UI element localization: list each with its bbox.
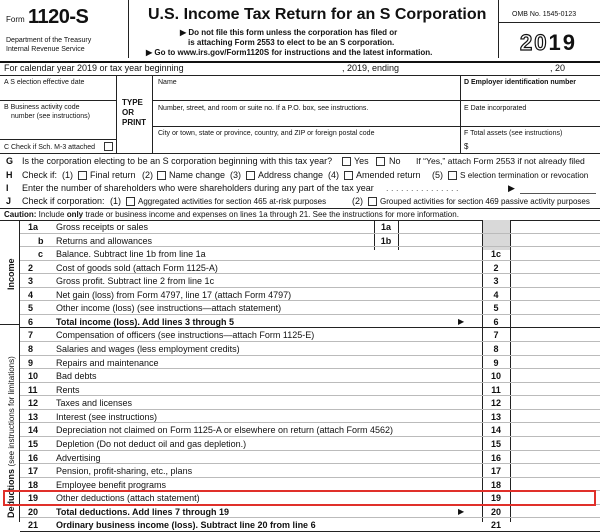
line-label: 17 [490,466,501,477]
sub-amount-field[interactable] [400,221,480,232]
amount-field[interactable] [512,384,598,395]
instruction-line3: ▶ Go to www.irs.gov/Form1120S for instructions and the latest information. [146,48,433,57]
line-description: Gross profit. Subtract line 2 from line 1c [56,276,215,287]
letter-g: G [6,156,14,166]
dollar-sign: $ [464,142,469,151]
line-number: 9 [28,357,34,368]
arrow-icon: ▶ [458,506,465,516]
line-number: 14 [28,425,39,436]
or-label: OR [122,108,134,117]
line-number: 8 [28,344,34,355]
letter-j: J [6,196,12,206]
total-assets-field[interactable] [472,140,598,151]
line-label: 7 [493,330,499,341]
line-description: Compensation of officers (see instructions—attach Form 1125-E) [56,330,315,341]
line-number: 5 [28,303,34,314]
label-e: E Date incorporated [464,105,527,112]
line-row [0,518,600,532]
h-opt2-num: (2) [142,170,153,180]
omb-number: OMB No. 1545-0123 [512,11,577,18]
line-row [0,505,600,519]
line-description: Salaries and wages (less employment credits) [56,344,240,355]
amount-field[interactable] [512,275,598,286]
line-label: 9 [493,357,499,368]
amount-field[interactable] [512,424,598,435]
s-election-termination-checkbox[interactable] [448,171,457,180]
g-no-checkbox[interactable] [376,157,385,166]
year-suffix: 19 [548,30,577,55]
amended-return-checkbox[interactable] [344,171,353,180]
line-label: 12 [490,398,501,409]
line-description: Cost of goods sold (attach Form 1125-A) [56,262,218,273]
line-number: 4 [28,289,34,300]
question-j-text: Check if corporation: [22,196,105,206]
line-row [0,342,600,356]
line-label: 3 [493,276,499,287]
line-number: 2 [28,262,34,273]
amount-field[interactable] [512,316,598,327]
sub-amount-field[interactable] [400,235,480,246]
tax-year [520,30,577,56]
line-label: 10 [490,371,501,382]
question-i-text: Enter the number of shareholders who were shareholders during any part of the tax year [22,183,374,193]
line-label: 20 [490,506,501,517]
line-description: Gross receipts or sales [56,222,149,232]
name-field[interactable] [156,87,456,97]
line-description: Total income (loss). Add lines 3 through 5 [56,316,235,327]
amount-field[interactable] [512,262,598,273]
line-description: Rents [56,384,80,395]
leader-dots: . . . . . . . . . . . . . . . [386,183,459,193]
line-description: Employee benefit programs [56,479,167,490]
line-label: 13 [490,411,501,422]
aggregated-activities-checkbox[interactable] [126,197,135,206]
city-field[interactable] [156,138,456,150]
line-number: 20 [28,506,39,517]
h-opt4-num: (4) [328,170,339,180]
sch-m3-checkbox[interactable] [104,142,113,151]
line-description: Other deductions (attach statement) [56,493,200,504]
line-row [0,369,600,383]
line-number: c [38,249,44,260]
street-field[interactable] [156,113,456,123]
line-number: 13 [28,411,39,422]
aggregated-activities-label: Aggregated activities for section 465 at-risk purposes [138,197,327,206]
line-row [0,464,600,478]
line-row [0,247,600,261]
year-prefix: 20 [520,30,549,55]
line-label: 1c [490,249,501,260]
shareholders-field[interactable] [520,193,596,194]
calendar-year-text: For calendar year 2019 or tax year beginning [4,63,184,73]
line-label: 16 [490,452,501,463]
line-row [0,328,600,342]
calendar-middle: , 2019, ending [342,63,400,73]
amount-field[interactable] [512,411,598,422]
city-label: City or town, state or province, country, and ZIP or foreign postal code [158,130,375,137]
line-row [0,478,600,492]
amount-field[interactable] [512,343,598,354]
amended-return-label: Amended return [356,170,421,180]
label-c: C Check if Sch. M-3 attached [4,144,96,151]
form-title: U.S. Income Tax Return for an S Corporation [148,6,487,23]
line-number: 12 [28,398,39,409]
line-description: Pension, profit-sharing, etc., plans [56,466,193,477]
line-row [0,274,600,288]
line-label: 11 [491,384,501,395]
line-number: 21 [28,520,39,531]
line-number: 15 [28,438,39,449]
line-description: Ordinary business income (loss). Subtract line 20 from line 6 [56,520,316,531]
s-election-date-field[interactable] [2,87,114,99]
line-number: 18 [28,479,39,490]
line-label: 4 [493,289,499,300]
line-number: 16 [28,452,39,463]
line-row [0,437,600,451]
line-number: 1a [28,222,39,232]
line-description: Depreciation not claimed on Form 1125-A or elsewhere on return (attach Form 4562) [56,425,393,436]
label-d: D Employer identification number [464,79,577,86]
line-number: 10 [28,371,39,382]
line-row [0,451,600,465]
s-election-termination-label: S election termination or revocation [460,171,589,180]
date-incorporated-field[interactable] [462,113,598,125]
caution-text: Caution: Include only trade or business income and expenses on lines 1a through 21. See the instructions for more information. [4,210,459,219]
business-code-field[interactable] [2,122,114,136]
line-row [0,220,600,234]
g-yes-label: Yes [354,156,369,166]
line-row [0,423,600,437]
line-label: 19 [490,493,501,504]
line-label: 8 [493,344,499,355]
line-row [0,288,600,302]
label-b-line1: B Business activity code [4,104,80,111]
line-label: 6 [493,316,499,327]
line-label: 2 [493,262,499,273]
line-description: Other income (loss) (see instructions—attach statement) [56,303,282,314]
name-change-checkbox[interactable] [157,171,166,180]
line-row [0,261,600,275]
amount-field[interactable] [512,506,598,517]
question-h-text: Check if: [22,170,58,180]
line-number: 17 [28,466,39,477]
amount-field[interactable] [512,465,598,476]
type-label: TYPE [122,98,143,107]
name-label: Name [158,79,177,86]
line-row [0,383,600,397]
line-row [0,234,600,248]
instruction-line2: is attaching Form 2553 to elect to be an S corporation. [188,38,395,47]
deductions-section-label: Deductions (see instructions for limitations) [6,356,16,518]
line-label: 15 [490,438,501,449]
amount-field[interactable] [512,248,598,259]
final-return-checkbox[interactable] [78,171,87,180]
amount-field[interactable] [512,329,598,340]
line-description: Total deductions. Add lines 7 through 19 [56,506,230,517]
line-label: 5 [493,303,499,314]
g-yes-checkbox[interactable] [342,157,351,166]
amount-field[interactable] [512,438,598,449]
line-description: Interest (see instructions) [56,411,158,422]
grouped-activities-checkbox[interactable] [368,197,377,206]
line-number: 11 [28,384,38,395]
amount-field[interactable] [512,370,598,381]
amount-field[interactable] [512,452,598,463]
line-number: b [38,235,44,246]
dept-line1: Department of the Treasury [6,37,92,44]
ein-field[interactable] [462,87,598,99]
h-opt1-num: (1) [62,170,73,180]
line-label: 18 [490,479,501,490]
line-number: 19 [28,493,39,504]
line-row [0,301,600,315]
line-number: 6 [28,316,34,327]
grouped-activities-label: Grouped activities for section 469 passive activity purposes [380,197,590,206]
g-tail-text: If “Yes,” attach Form 2553 if not already filed [416,156,585,166]
line-description: Depletion (Do not deduct oil and gas depletion.) [56,438,247,449]
address-change-label: Address change [258,170,324,180]
line-label: 14 [490,425,501,436]
amount-field[interactable] [512,302,598,313]
line-description: Returns and allowances [56,235,153,246]
h-opt5-num: (5) [432,170,443,180]
line-row [0,396,600,410]
address-change-checkbox[interactable] [246,171,255,180]
sub-line-label: 1a [380,222,391,232]
line-row [0,491,600,505]
line-description: Taxes and licenses [56,398,133,409]
label-a: A S election effective date [4,79,85,86]
line-row [0,356,600,370]
amount-field[interactable] [512,289,598,300]
letter-h: H [6,170,13,180]
j-opt2-num: (2) [352,196,363,206]
final-return-label: Final return [90,170,136,180]
line-row [0,410,600,424]
j-opt1-num: (1) [110,196,121,206]
h-opt3-num: (3) [230,170,241,180]
question-g-text: Is the corporation electing to be an S corporation beginning with this tax year? [22,156,333,166]
line-number: 3 [28,276,34,287]
line-description: Balance. Subtract line 1b from line 1a [56,249,206,260]
amount-field[interactable] [512,479,598,490]
street-label: Number, street, and room or suite no. If a P.O. box, see instructions. [158,105,369,112]
form-prefix: Form [6,15,25,24]
name-change-label: Name change [169,170,226,180]
calendar-end: , 20 [550,63,566,73]
income-section-label: Income [6,258,16,290]
line-description: Advertising [56,452,101,463]
highlight-box [3,490,596,506]
amount-field[interactable] [512,357,598,368]
amount-field[interactable] [512,397,598,408]
sub-line-label: 1b [380,235,392,246]
line-label: 21 [490,520,501,531]
line-description: Repairs and maintenance [56,357,159,368]
g-no-label: No [389,156,401,166]
label-f: F Total assets (see instructions) [464,130,563,137]
label-b-line2: number (see instructions) [11,113,90,120]
line-description: Net gain (loss) from Form 4797, line 17 (attach Form 4797) [56,289,292,300]
line-row [0,315,600,329]
line-number: 7 [28,330,34,341]
form-number: 1120-S [28,6,89,28]
amount-field[interactable] [512,519,598,530]
letter-i: I [6,183,9,193]
arrow-icon: ▶ [508,183,515,193]
dept-line2: Internal Revenue Service [6,46,85,53]
arrow-icon: ▶ [458,316,465,326]
instruction-line1: ▶ Do not file this form unless the corporation has filed or [180,28,398,37]
line-description: Bad debts [56,371,97,382]
print-label: PRINT [122,118,146,127]
